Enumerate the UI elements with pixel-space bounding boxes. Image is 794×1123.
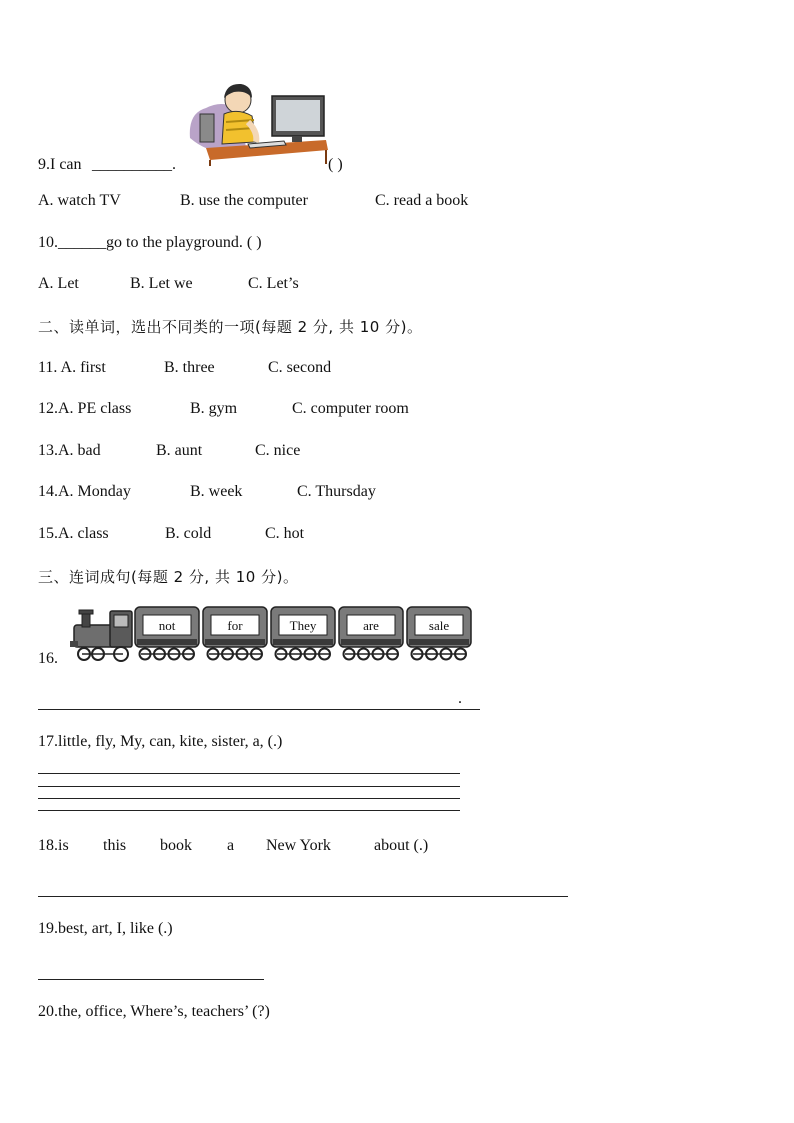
q18-answer-line[interactable] xyxy=(38,896,568,897)
train-car[interactable] xyxy=(339,607,403,660)
q11-option-a: 11. A. first xyxy=(38,359,106,376)
train-car[interactable] xyxy=(203,607,267,660)
train-car[interactable] xyxy=(407,607,471,660)
section-2-title: 二、读单词，选出不同类的一项(每题 2 分, 共 10 分)。 xyxy=(38,318,423,336)
q9-option-a: A. watch TV xyxy=(38,192,121,209)
train-car[interactable] xyxy=(271,607,335,660)
q9-prefix: 9.I can xyxy=(38,156,82,173)
q17-prompt: 17.little, fly, My, can, kite, sister, a, (.) xyxy=(38,733,283,750)
locomotive-icon xyxy=(70,610,132,661)
q14-option-c: C. Thursday xyxy=(297,483,376,500)
q20-prompt: 20.the, office, Where’s, teachers’ (?) xyxy=(38,1003,270,1020)
q17-answer-line[interactable] xyxy=(38,773,460,774)
q12-option-c: C. computer room xyxy=(292,400,409,417)
q10-option-c: C. Let’s xyxy=(248,275,299,292)
section-3-title: 三、连词成句(每题 2 分, 共 10 分)。 xyxy=(38,568,299,586)
q19-prompt: 19.best, art, I, like (.) xyxy=(38,920,173,937)
train-car-word: They xyxy=(289,618,317,633)
q18-word: about (.) xyxy=(374,837,429,854)
q14-option-a: 14.A. Monday xyxy=(38,483,131,500)
q9-option-b: B. use the computer xyxy=(180,192,308,209)
q13-option-c: C. nice xyxy=(255,442,301,459)
q9-answer-paren[interactable]: ( ) xyxy=(328,156,343,173)
q18-word: New York xyxy=(266,837,331,854)
q14-option-b: B. week xyxy=(190,483,243,500)
q10-option-b: B. Let we xyxy=(130,275,193,292)
boy-computer-illustration xyxy=(186,78,331,166)
q12-option-a: 12.A. PE class xyxy=(38,400,132,417)
q9-blank[interactable]: __________. xyxy=(92,156,176,173)
q18-word: this xyxy=(103,837,127,854)
q17-answer-line[interactable] xyxy=(38,798,460,799)
q16-number: 16. xyxy=(38,650,58,667)
q15-option-a: 15.A. class xyxy=(38,525,109,542)
q10-option-a: A. Let xyxy=(38,275,79,292)
q18-word: 18.is xyxy=(38,837,69,854)
q16-end-mark: . xyxy=(458,690,462,707)
q18-word: a xyxy=(227,837,235,854)
q9-option-c: C. read a book xyxy=(375,192,469,209)
q17-answer-line[interactable] xyxy=(38,810,460,811)
q15-option-b: B. cold xyxy=(165,525,212,542)
q12-option-b: B. gym xyxy=(190,400,238,417)
q11-option-b: B. three xyxy=(164,359,215,376)
q13-option-a: 13.A. bad xyxy=(38,442,101,459)
q18-word: book xyxy=(160,837,192,854)
q16-answer-line[interactable] xyxy=(38,709,480,710)
q15-option-c: C. hot xyxy=(265,525,305,542)
train-car-word: for xyxy=(227,618,243,633)
train-car-word: sale xyxy=(428,618,450,633)
q10-stem: 10.______go to the playground. ( ) xyxy=(38,234,262,251)
train-car[interactable] xyxy=(135,607,199,660)
train-car-word: are xyxy=(363,618,379,633)
train-car-word: not xyxy=(158,618,176,633)
q17-answer-line[interactable] xyxy=(38,786,460,787)
q11-option-c: C. second xyxy=(268,359,332,376)
word-train xyxy=(68,603,476,665)
q13-option-b: B. aunt xyxy=(156,442,203,459)
q19-answer-line[interactable] xyxy=(38,979,264,980)
